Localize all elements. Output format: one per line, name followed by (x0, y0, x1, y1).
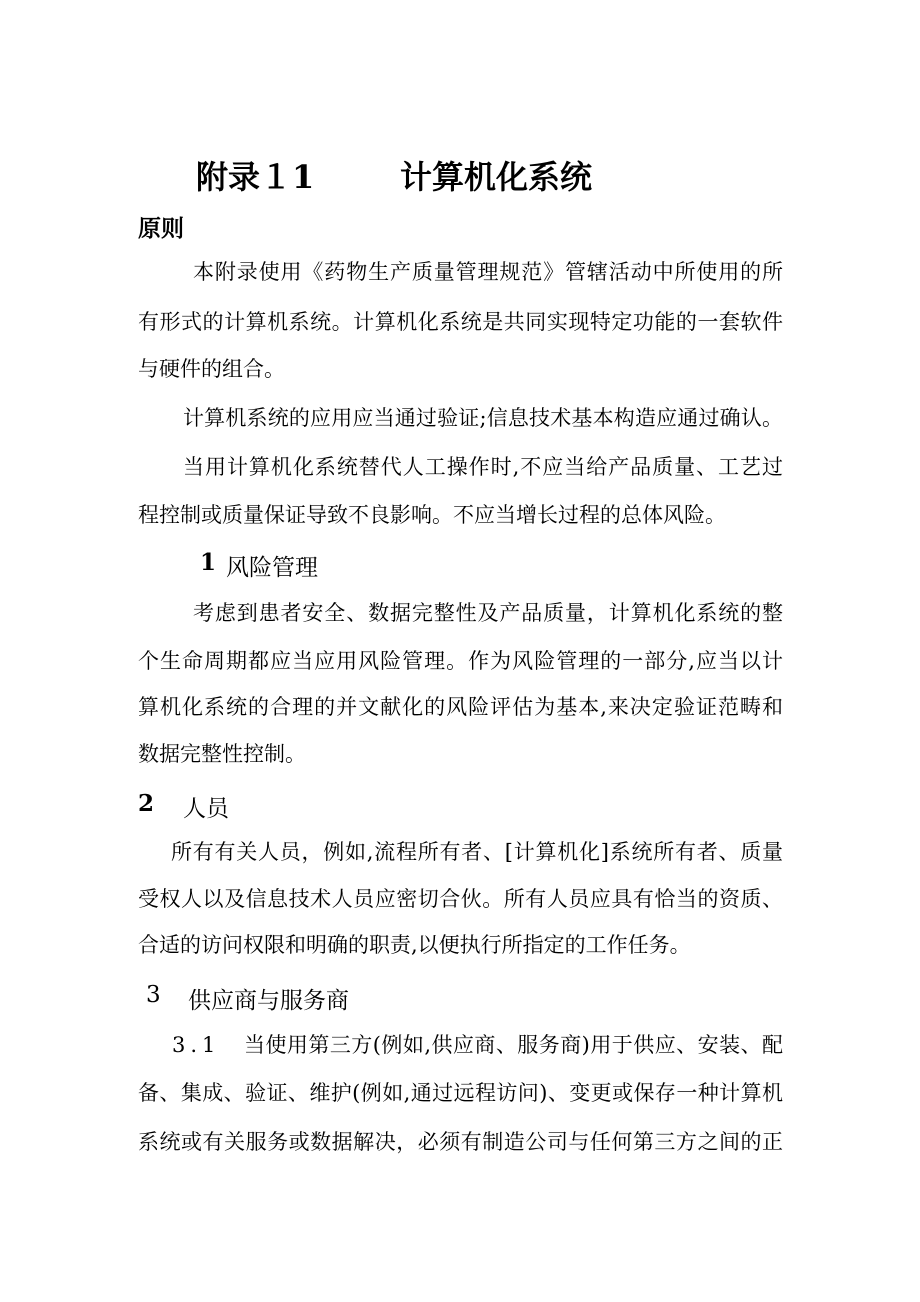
paragraph-line: 有形式的计算机系统。计算机化系统是共同实现特定功能的一套软件 (138, 310, 783, 334)
section-number: 3 (146, 982, 161, 1008)
paragraph-line: 计算机系统的应用应当通过验证;信息技术基本构造应通过确认。 (183, 406, 783, 430)
section-heading-risk: 风险管理 (226, 555, 318, 581)
paragraph-line: 受权人以及信息技术人员应密切合伙。所有人员应具有恰当的资质、 (138, 887, 783, 911)
section-number: 2 (138, 790, 155, 817)
paragraph-line: 当使用第三方(例如,供应商、服务商)用于供应、安装、配 (244, 1033, 783, 1057)
heading-principle: 原则 (138, 215, 184, 242)
section-heading-personnel: 人员 (183, 796, 229, 822)
paragraph-line: 算机化系统的合理的并文献化的风险评估为基本,来决定验证范畴和 (138, 695, 783, 719)
paragraph-line: 个生命周期都应当应用风险管理。作为风险管理的一部分,应当以计 (138, 649, 783, 673)
paragraph-line: 合适的访问权限和明确的职责,以便执行所指定的工作任务。 (138, 933, 691, 957)
section-heading-suppliers: 供应商与服务商 (188, 988, 349, 1014)
paragraph-line: 程控制或质量保证导致不良影响。不应当增长过程的总体风险。 (138, 503, 726, 527)
paragraph-line: 数据完整性控制。 (138, 742, 306, 766)
paragraph-line: 备、集成、验证、维护(例如,通过远程访问)、变更或保存一种计算机 (138, 1081, 783, 1105)
paragraph-line: 系统或有关服务或数据解决，必须有制造公司与任何第三方之间的正 (138, 1130, 783, 1154)
title-prefix: 附录１1 (196, 158, 315, 196)
paragraph-line: 考虑到患者安全、数据完整性及产品质量，计算机化系统的整 (193, 601, 783, 625)
paragraph-line: 当用计算机化系统替代人工操作时,不应当给产品质量、工艺过 (183, 455, 783, 479)
subsection-number: 3.1 (172, 1033, 221, 1057)
page-title: 计算机化系统 (400, 158, 593, 196)
paragraph-line: 本附录使用《药物生产质量管理规范》管辖活动中所使用的所 (193, 260, 783, 284)
paragraph-line: 所有有关人员，例如,流程所有者、[计算机化]系统所有者、质量 (171, 840, 783, 864)
paragraph-line: 与硬件的组合。 (138, 357, 285, 381)
section-number: 1 (200, 549, 217, 576)
